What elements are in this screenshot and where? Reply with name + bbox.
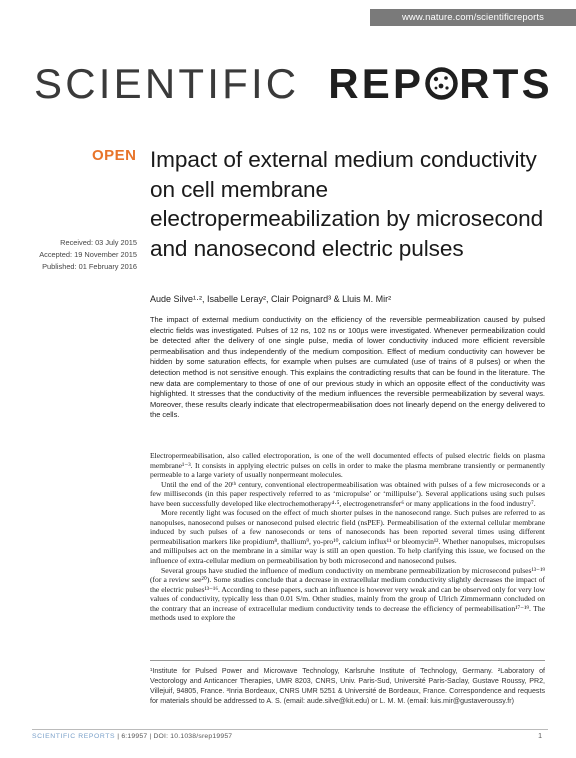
journal-masthead	[34, 58, 553, 110]
masthead-rep: REP	[328, 60, 425, 107]
footer-doi[interactable]: | 6:19957 | DOI: 10.1038/srep19957	[115, 733, 233, 740]
reports-logo-o-icon	[425, 67, 458, 100]
article-dates	[20, 237, 137, 274]
published-date: Published: 01 February 2016	[42, 262, 137, 272]
author-list: Aude Silve¹·², Isabelle Leray², Clair Poignard³ & Lluis M. Mir²	[150, 294, 392, 304]
body-paragraph: More recently light was focused on the effect of much shorter pulses in the nanosecond range. Such pulses are referred to as nanopulses, nanosecond pulses or nanosecond pulsed electric field (nsPEF). Permeabilisation of the external cellular membrane induced by such pulses of a few nanoseconds or tens of nanoseconds has been reported several times using different permeabilisation markers like propidium⁸, thallium⁹, yo-pro¹⁰, calcium influx¹¹ or bleomycin¹². Whether nanopulses, micropulses and millipulses act on the membrane in a similar way is still an open question. To help clarifying this issue, we focused on the influence of extra-cellular medium on permeabilisation by both microsecond and nanosecond pulses.	[150, 508, 545, 566]
journal-url[interactable]: www.nature.com/scientificreports	[370, 9, 576, 26]
footer-citation	[32, 733, 232, 740]
abstract: The impact of external medium conductivity on the efficiency of the reversible permeabilization caused by pulsed electric fields was investigated. Pulses of 12 ns, 102 ns or 100µs were investigated. Whenever permeabilization could be detected after the delivery of one single pulse, media of lower conductivity induced more efficient reversible permeabilisation and thus independently of the medium composition. Effect of medium conductivity can however be hidden by some saturation effects, for example when pulses are cumulated (use of trains of 8 pulses) or when the detection method is not sensitive enough. This explains the contradicting results that can be found in the literature. The new data are complementary to those of one of our previous study in which an opposite effect of the conductivity was highlighted. It stresses that the conductivity of the medium influences the reversible permeabilization by several ways. Moreover, these results clearly indicate that electropermeabilisation does not linearly depend on the energy delivered to the cells.	[150, 315, 545, 420]
accepted-date: Accepted: 19 November 2015	[39, 250, 137, 260]
page-number: 1	[538, 733, 542, 740]
received-date: Received: 03 July 2015	[60, 238, 137, 247]
masthead-rts: RTS	[459, 60, 553, 107]
footer-brand: SCIENTIFIC REPORTS	[32, 733, 116, 740]
affiliation-divider	[150, 660, 545, 661]
affiliations: ¹Institute for Pulsed Power and Microwave Technology, Karlsruhe Institute of Technology, Germany. ²Laboratory of Vectorology and Anticancer Therapies, UMR 8203, CNRS, Univ. Paris-Sud, Université Paris-Saclay, Gustave Roussy, PR2, Villejuif, 94805, France. ³Inria Bordeaux, CNRS UMR 5251 & Université de Bordeaux, France. Correspondence and requests for materials should be addressed to A. S. (email: aude.silve@kit.edu) or L. M. M. (email: luis.mir@gustaveroussy.fr)	[150, 667, 545, 705]
open-access-label: OPEN	[92, 147, 137, 164]
article-title: Impact of external medium conductivity on cell membrane electropermeabilization by microsecond and nanosecond electric pulses	[150, 147, 544, 261]
article-body	[150, 451, 545, 623]
body-paragraph: Electropermeabilisation, also called electroporation, is one of the well documented effects of pulsed electric fields on plasma membrane¹⁻³. It consists in applying electric pulses on cells in order to make the plasma membrane transiently or permanently permeable to a large variety of usually nonpermeant molecules.	[150, 451, 545, 480]
body-paragraph: Until the end of the 20ᵗʰ century, conventional electropermeabilisation was obtained with pulses of a few microseconds or a few milliseconds (in this paper respectively referred to as ‘micropulse’ or ‘millipulse’). Several applications using such pulses have been successfully developed like electrochemotherapy⁴·⁵, electrogenetransfer⁶ or many applications in the food industry⁷.	[150, 479, 545, 508]
masthead-scientific: SCIENTIFIC	[34, 60, 300, 107]
body-paragraph: Several groups have studied the influence of medium conductivity on membrane permeabilization by microsecond pulses¹³⁻¹⁹ (for a review see²⁰). Some studies conclude that a decrease in extracellular medium conductivity slightly decreases the impact of the electric pulses¹³⁻¹⁶. According to these papers, such an influence is however very weak and can be observed only for very low values of conductivity, typically less than 0.01 S/m. Other studies, mainly from the group of Ulrich Zimmermann concluded on the contrary that an increase of extracellular medium conductivity tends to decrease the efficiency of permeabilisation¹⁷⁻¹⁹. The methods used to explore the	[150, 565, 545, 623]
footer-divider	[32, 729, 548, 730]
